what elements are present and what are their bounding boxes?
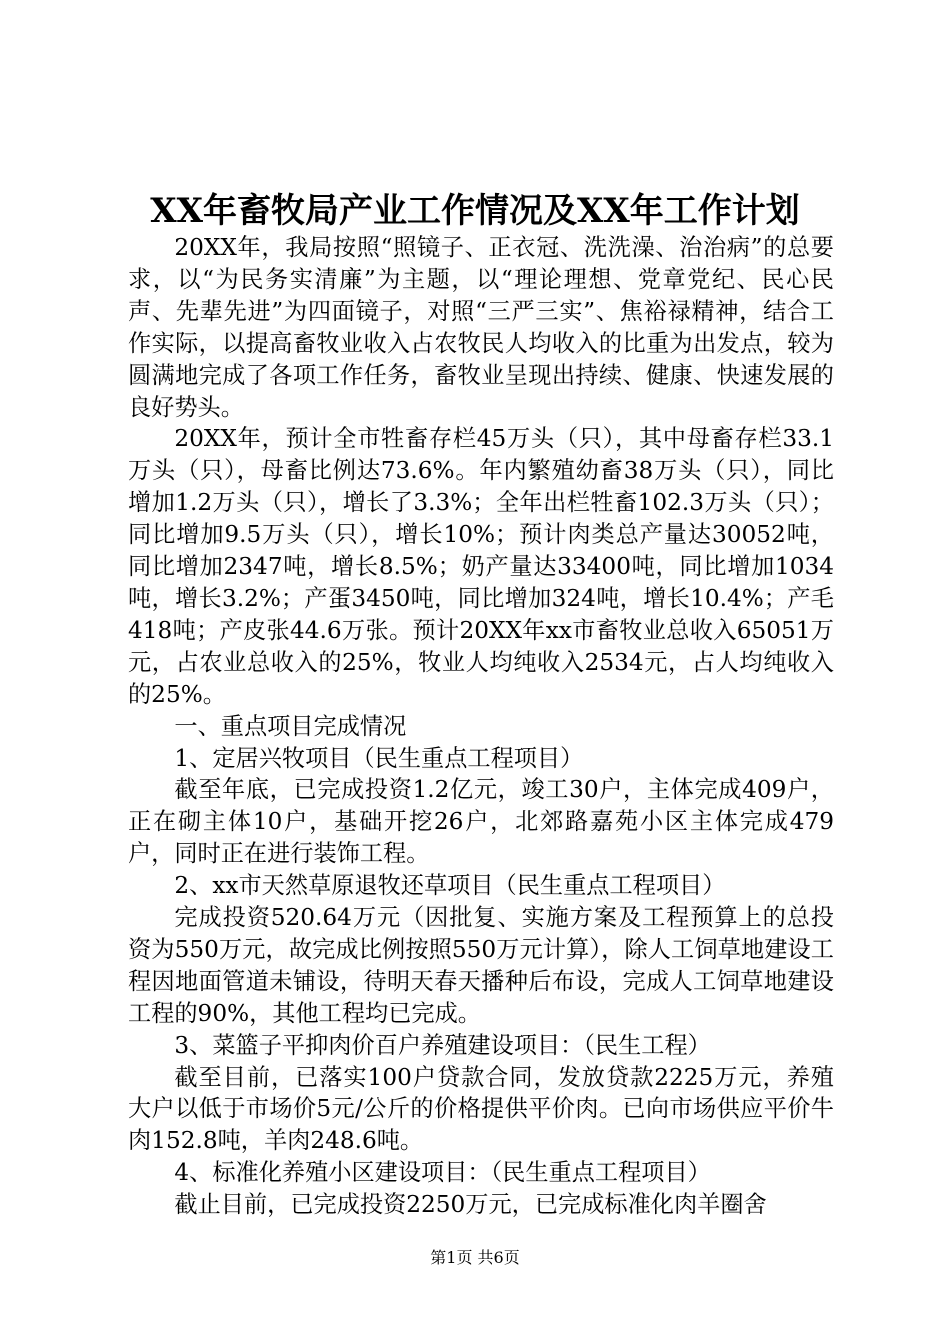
subsection-heading: 3、菜篮子平抑肉价百户养殖建设项目：（民生工程） — [174, 1031, 711, 1059]
page-number-footer: 第1页 共6页 — [430, 1248, 520, 1267]
subsection-heading: 4、标准化养殖小区建设项目：（民生重点工程项目） — [174, 1159, 711, 1187]
document-title: XX年畜牧局产业工作情况及XX年工作计划 — [150, 191, 800, 231]
paragraph: 截至目前，已落实100户贷款合同，发放贷款2225万元，养殖大户以低于市场价5元/公斤的价格提供平价肉。已向市场供应平价牛肉152.8吨，羊肉248.6吨。 — [128, 1063, 834, 1155]
paragraph: 截止目前，已完成投资2250万元，已完成标准化肉羊圈舍 — [174, 1191, 767, 1219]
paragraph: 20XX年，我局按照“照镜子、正衣冠、洗洗澡、治治病”的总要求，以“为民务实清廉”为主题，以“理论理想、党章党纪、民心民声、先辈先进”为四面镜子，对照“三严三实”、焦裕禄精神，结合工作实际，以提高畜牧业收入占农牧民人均收入的比重为出发点，较为圆满地完成了各项工作任务，畜牧业呈现出持续、健康、快速发展的良好势头。 — [128, 234, 834, 421]
document-body — [128, 232, 834, 1221]
paragraph: 截至年底，已完成投资1.2亿元，竣工30户，主体完成409户，正在砌主体10户，基础开挖26户，北郊路嘉苑小区主体完成479户，同时正在进行装饰工程。 — [128, 776, 834, 868]
paragraph: 完成投资520.64万元（因批复、实施方案及工程预算上的总投资为550万元，故完成比例按照550万元计算），除人工饲草地建设工程因地面管道未铺设，待明天春天播种后布设，完成人工饲草地建设工程的90%，其他工程均已完成。 — [128, 904, 834, 1027]
subsection-heading: 1、定居兴牧项目（民生重点工程项目） — [174, 744, 584, 772]
paragraph: 20XX年，预计全市牲畜存栏45万头（只），其中母畜存栏33.1万头（只），母畜比例达73.6%。年内繁殖幼畜38万头（只），同比增加1.2万头（只），增长了3.3%；全年出栏牲畜102.3万头（只）；同比增加9.5万头（只），增长10%；预计肉类总产量达30052吨，同比增加2347吨，增长8.5%；奶产量达33400吨，同比增加1034吨，增长3.2%；产蛋3450吨，同比增加324吨，增长10.4%；产毛418吨；产皮张44.6万张。预计20XX年xx市畜牧业总收入65051万元，占农业总收入的25%，牧业人均纯收入2534元，占人均纯收入的25%。 — [128, 425, 834, 708]
section-heading: 一、重点项目完成情况 — [174, 712, 407, 740]
subsection-heading: 2、xx市天然草原退牧还草项目（民生重点工程项目） — [174, 872, 726, 900]
